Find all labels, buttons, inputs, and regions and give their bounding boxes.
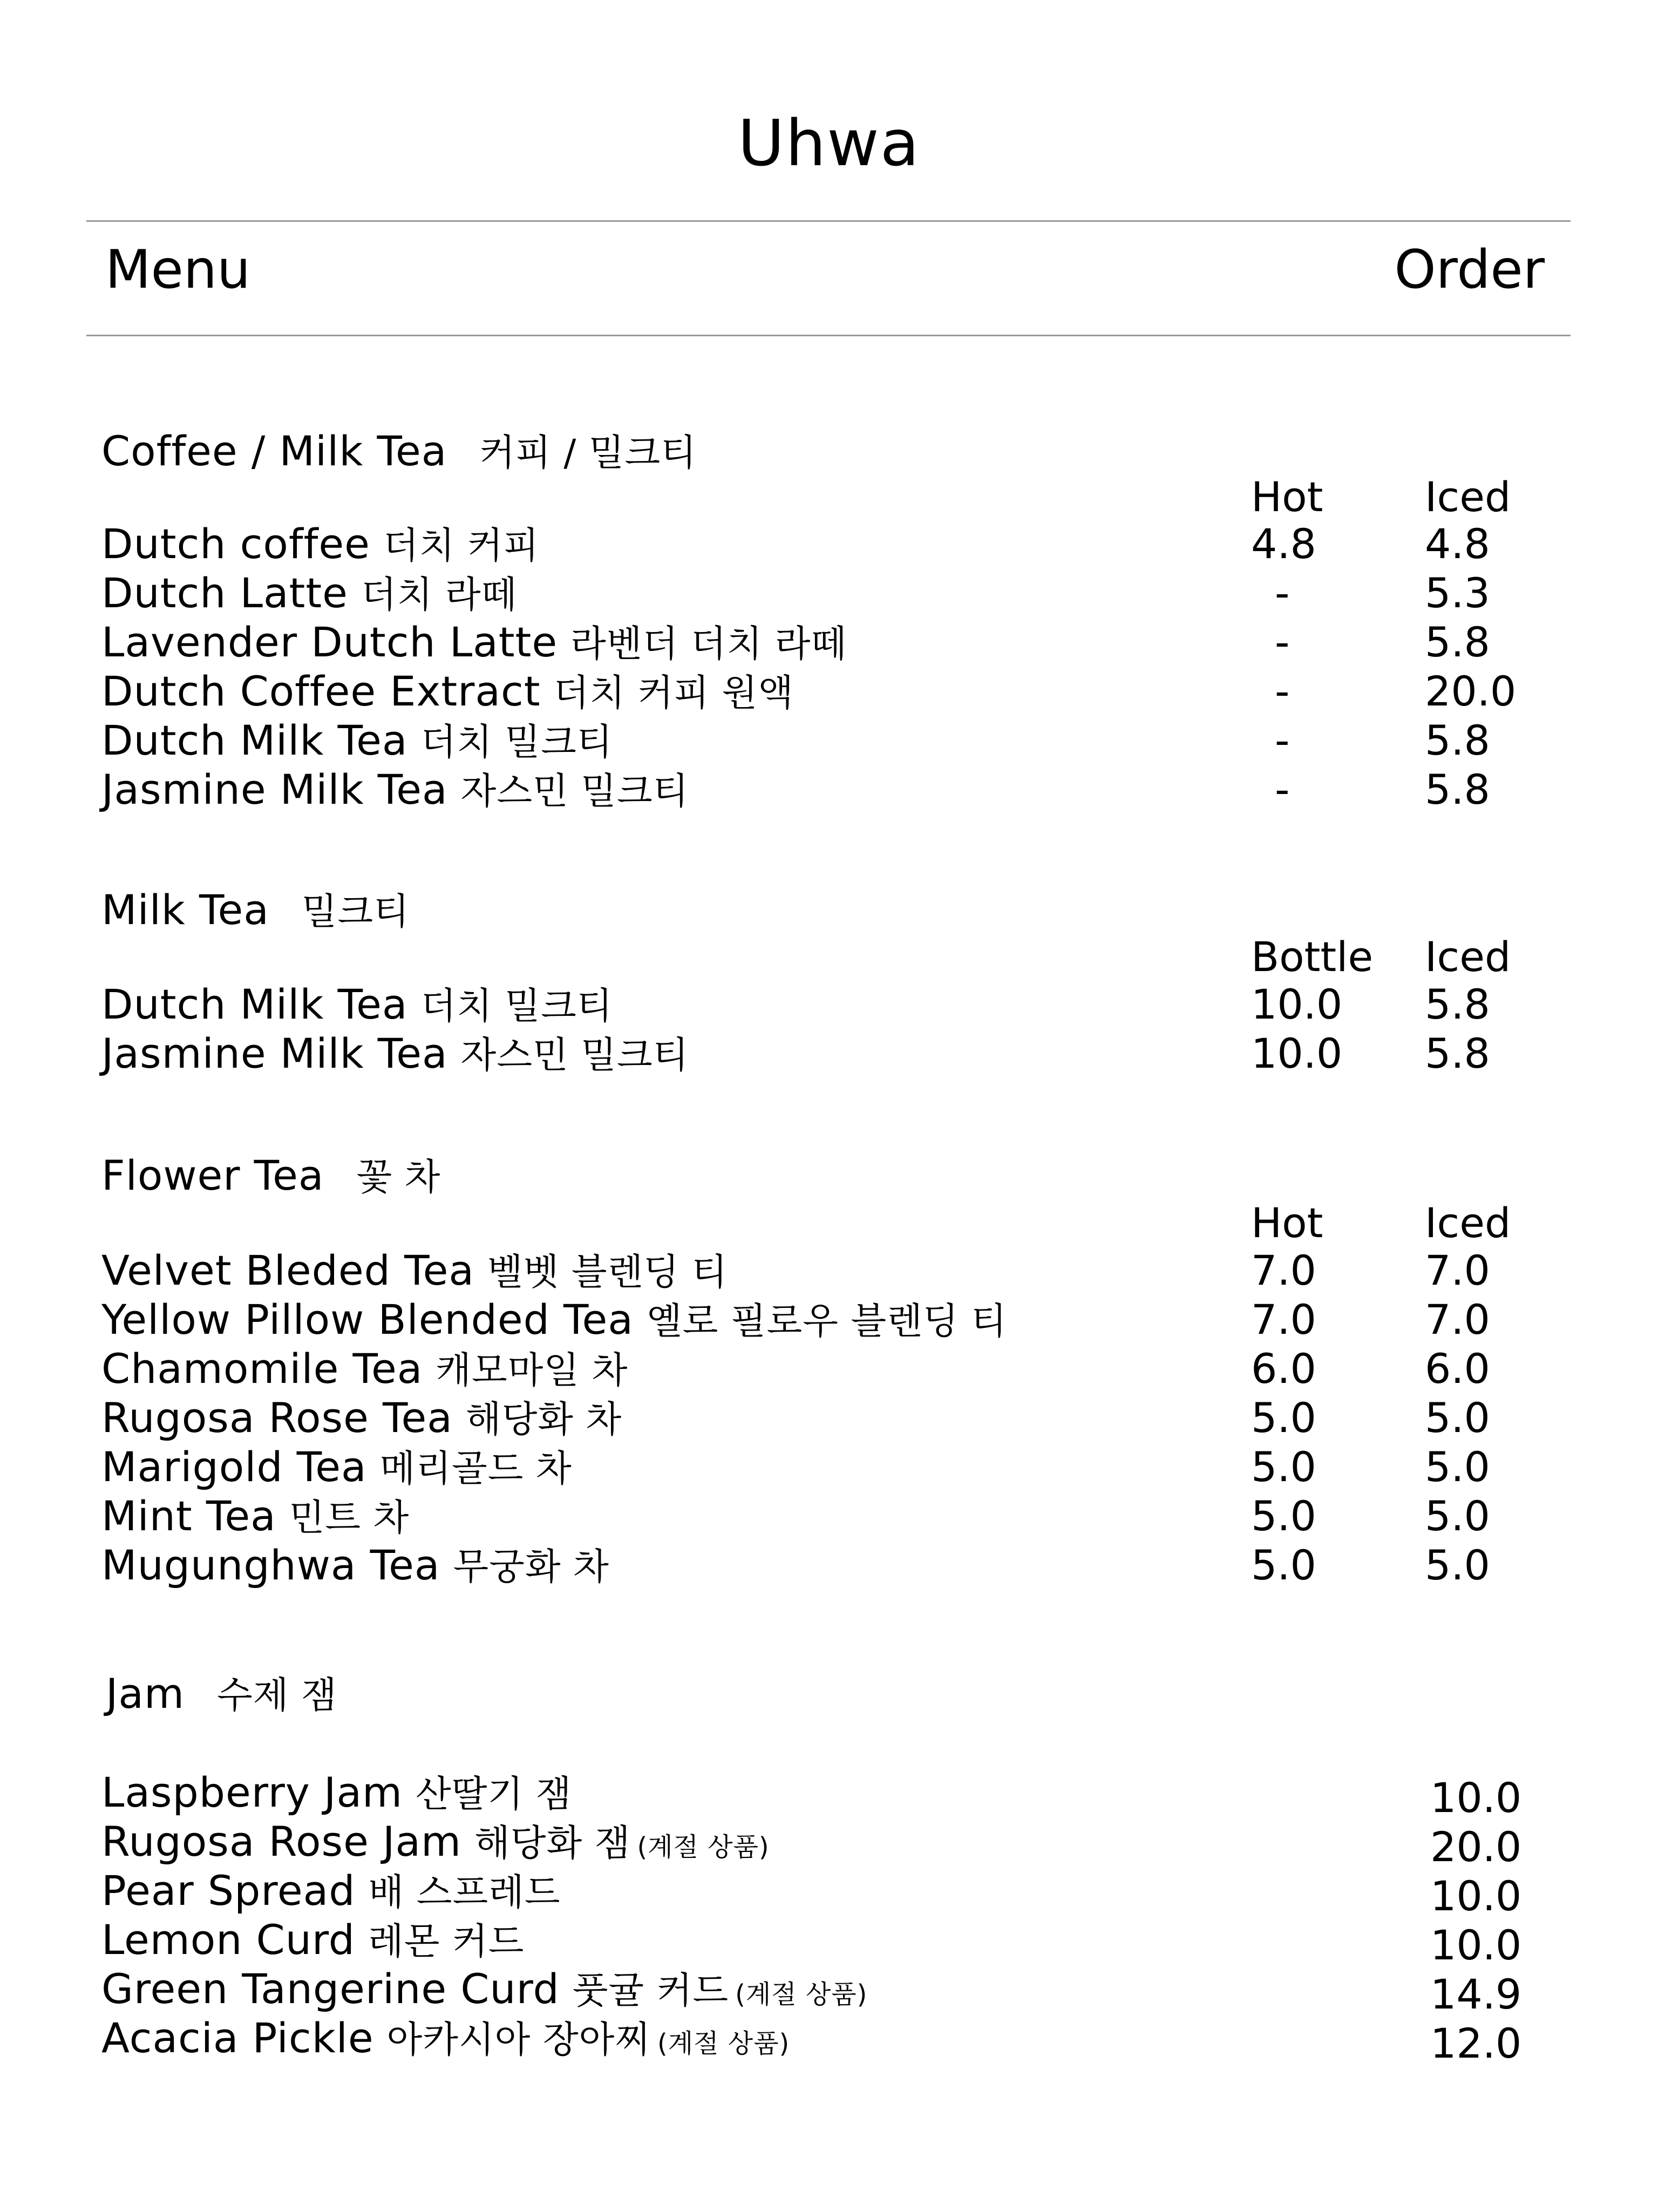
price-col-2: 5.8	[1425, 716, 1490, 764]
menu-item-row[interactable]	[0, 1866, 1658, 1920]
price-col-2: 5.8	[1425, 980, 1490, 1028]
menu-item-row[interactable]	[0, 618, 1658, 667]
section-title-kr: 밀크티	[301, 891, 410, 933]
menu-item-name	[101, 1246, 728, 1298]
menu-item-row[interactable]	[0, 716, 1658, 765]
menu-item-name	[101, 1442, 572, 1494]
price-col-1: 5.0	[1251, 1541, 1316, 1589]
menu-item-name-kr: 레몬 커드	[368, 1921, 525, 1963]
price-col-1: 6.0	[1251, 1345, 1316, 1393]
section-title-en: Jam	[106, 1670, 185, 1718]
menu-item-name-kr: 더치 커피	[383, 525, 540, 567]
menu-item-name	[101, 1768, 572, 1820]
menu-item-name-kr: 자스민 밀크티	[460, 770, 689, 813]
price-col-2: 7.0	[1425, 1295, 1490, 1344]
price-col-1: -	[1275, 765, 1290, 813]
price-col-1: 5.0	[1251, 1394, 1316, 1442]
menu-item-name-en: Jasmine Milk Tea	[101, 1029, 448, 1077]
menu-item-name-en: Pear Spread	[101, 1867, 356, 1915]
menu-item-row[interactable]	[0, 1915, 1658, 1969]
brand-title: Uhwa	[738, 106, 920, 180]
menu-item-name-en: Mint Tea	[101, 1492, 276, 1540]
menu-item-name-en: Mugunghwa Tea	[101, 1541, 440, 1589]
price-col-2: 5.0	[1425, 1541, 1490, 1589]
menu-item-name-en: Yellow Pillow Blended Tea	[101, 1295, 634, 1344]
menu-item-name-en: Dutch Milk Tea	[101, 716, 408, 764]
menu-item-row[interactable]	[0, 1295, 1658, 1345]
section-title	[101, 1151, 441, 1203]
menu-item-name-en: Lemon Curd	[101, 1916, 356, 1964]
menu-item-name-en: Laspberry Jam	[101, 1768, 403, 1816]
section-title-kr: 수제 잼	[217, 1674, 337, 1717]
menu-item-row[interactable]	[0, 568, 1658, 618]
seasonal-note: (계절 상품)	[735, 1979, 868, 2010]
menu-item-name-kr: 더치 밀크티	[420, 721, 613, 764]
menu-item-name	[101, 1295, 1007, 1347]
menu-item-name-kr: 캐모마일 차	[436, 1349, 628, 1392]
menu-item-name-kr: 라벤더 더치 라떼	[570, 623, 847, 666]
price-col-2: 5.8	[1425, 765, 1490, 813]
menu-item-name	[101, 2013, 790, 2068]
menu-item-row[interactable]	[0, 980, 1658, 1029]
menu-item-name-kr: 해당화 잼	[474, 1822, 631, 1865]
menu-link[interactable]: Menu	[105, 239, 251, 301]
price-col-1: 10.0	[1251, 980, 1343, 1028]
price: 20.0	[1430, 1823, 1522, 1871]
menu-item-name-kr: 더치 라떼	[361, 574, 518, 616]
price-col-1: 7.0	[1251, 1295, 1316, 1344]
section-title	[101, 885, 410, 937]
menu-item-name-en: Green Tangerine Curd	[101, 1965, 560, 2013]
price-col-1: -	[1275, 667, 1290, 715]
price-col-2: 5.0	[1425, 1394, 1490, 1442]
column-header: Iced	[1425, 933, 1511, 981]
menu-item-row[interactable]	[0, 2013, 1658, 2067]
column-header: Iced	[1425, 1199, 1511, 1247]
menu-item-name	[101, 1915, 524, 1967]
menu-item-row[interactable]	[0, 1393, 1658, 1443]
price-col-2: 6.0	[1425, 1345, 1490, 1393]
menu-item-name-kr: 해당화 차	[465, 1399, 622, 1441]
menu-item-name	[101, 1817, 770, 1872]
menu-item-row[interactable]	[0, 1541, 1658, 1590]
price: 10.0	[1430, 1872, 1522, 1920]
section-title-en: Flower Tea	[101, 1151, 324, 1199]
menu-item-row[interactable]	[0, 1344, 1658, 1394]
menu-item-name	[101, 519, 539, 571]
menu-item-row[interactable]	[0, 1964, 1658, 2018]
menu-item-name-kr: 더치 커피 원액	[553, 672, 794, 715]
menu-item-name	[101, 1541, 609, 1592]
menu-item-name-en: Chamomile Tea	[101, 1345, 423, 1393]
menu-item-name	[101, 1393, 622, 1445]
menu-item-name-kr: 민트 차	[289, 1497, 410, 1539]
price-col-2: 5.3	[1425, 569, 1490, 617]
menu-item-name	[101, 667, 794, 718]
menu-item-name	[101, 1344, 628, 1396]
menu-item-name	[101, 980, 613, 1032]
menu-item-name-en: Rugosa Rose Jam	[101, 1817, 462, 1865]
price: 12.0	[1430, 2019, 1522, 2067]
column-header: Bottle	[1251, 933, 1374, 981]
menu-item-name-kr: 아카시아 장아찌	[386, 2019, 651, 2061]
menu-item-name	[101, 618, 847, 669]
menu-item-name-kr: 자스민 밀크티	[460, 1034, 689, 1077]
price-col-2: 5.8	[1425, 1029, 1490, 1077]
menu-item-row[interactable]	[0, 1817, 1658, 1871]
menu-item-name-kr: 메리골드 차	[379, 1448, 572, 1490]
section-title-en: Milk Tea	[101, 886, 269, 934]
section-title-kr: 꽃 차	[356, 1156, 441, 1199]
menu-item-name-en: Dutch Milk Tea	[101, 980, 408, 1028]
menu-item-name-en: Lavender Dutch Latte	[101, 618, 558, 666]
column-header: Iced	[1425, 473, 1511, 521]
menu-item-name	[101, 568, 517, 620]
menu-item-row[interactable]	[0, 667, 1658, 716]
column-header: Hot	[1251, 1199, 1323, 1247]
menu-item-name-kr: 배 스프레드	[368, 1871, 561, 1914]
section-title	[106, 1669, 337, 1721]
menu-item-name-en: Velvet Bleded Tea	[101, 1246, 474, 1294]
seasonal-note: (계절 상품)	[637, 1832, 770, 1862]
menu-item-name-en: Rugosa Rose Tea	[101, 1394, 453, 1442]
menu-item-name-kr: 옐로 필로우 블렌딩 티	[646, 1300, 1007, 1343]
price-col-2: 4.8	[1425, 520, 1490, 568]
price: 10.0	[1430, 1774, 1522, 1822]
price-col-1: 5.0	[1251, 1443, 1316, 1491]
menu-item-name	[101, 716, 613, 768]
menu-item-name-en: Dutch Coffee Extract	[101, 667, 541, 715]
menu-item-name	[101, 765, 689, 817]
price-col-2: 5.8	[1425, 618, 1490, 666]
order-link[interactable]: Order	[1394, 239, 1545, 301]
price: 14.9	[1430, 1970, 1522, 2018]
menu-item-row[interactable]	[0, 1768, 1658, 1822]
price-col-1: 10.0	[1251, 1029, 1343, 1077]
price-col-2: 5.0	[1425, 1492, 1490, 1540]
menu-item-name-en: Dutch coffee	[101, 520, 370, 568]
menu-item-name-kr: 무궁화 차	[453, 1546, 609, 1589]
price-col-1: 5.0	[1251, 1492, 1316, 1540]
section-title-en: Coffee / Milk Tea	[101, 427, 447, 475]
section-title	[101, 426, 697, 478]
menu-item-row[interactable]	[0, 1029, 1658, 1078]
column-header: Hot	[1251, 473, 1323, 521]
price-col-1: 7.0	[1251, 1246, 1316, 1294]
menu-item-row[interactable]	[0, 765, 1658, 815]
price-col-2: 5.0	[1425, 1443, 1490, 1491]
menu-item-name-en: Marigold Tea	[101, 1443, 367, 1491]
menu-item-name-kr: 벨벳 블렌딩 티	[487, 1251, 728, 1294]
menu-item-name	[101, 1029, 689, 1081]
price: 10.0	[1430, 1921, 1522, 1969]
price-col-1: -	[1275, 716, 1290, 764]
menu-item-name	[101, 1964, 867, 2019]
price-col-2: 7.0	[1425, 1246, 1490, 1294]
menu-item-name-en: Jasmine Milk Tea	[101, 765, 448, 813]
menu-item-name-en: Dutch Latte	[101, 569, 348, 617]
menu-item-name-kr: 더치 밀크티	[420, 985, 613, 1028]
menu-item-name-kr: 풋귤 커드	[572, 1970, 729, 2012]
price-col-1: -	[1275, 569, 1290, 617]
section-title-kr: 커피 / 밀크티	[479, 432, 697, 474]
price-col-1: -	[1275, 618, 1290, 666]
menu-item-name	[101, 1491, 409, 1543]
menu-item-row[interactable]	[0, 519, 1658, 569]
menu-item-row[interactable]	[0, 1246, 1658, 1295]
price-col-1: 4.8	[1251, 520, 1316, 568]
menu-item-row[interactable]	[0, 1442, 1658, 1492]
menu-item-name-kr: 산딸기 잼	[416, 1773, 572, 1816]
menu-item-name-en: Acacia Pickle	[101, 2014, 374, 2062]
price-col-2: 20.0	[1425, 667, 1517, 715]
menu-item-row[interactable]	[0, 1491, 1658, 1541]
seasonal-note: (계절 상품)	[657, 2028, 790, 2059]
menu-item-name	[101, 1866, 561, 1918]
